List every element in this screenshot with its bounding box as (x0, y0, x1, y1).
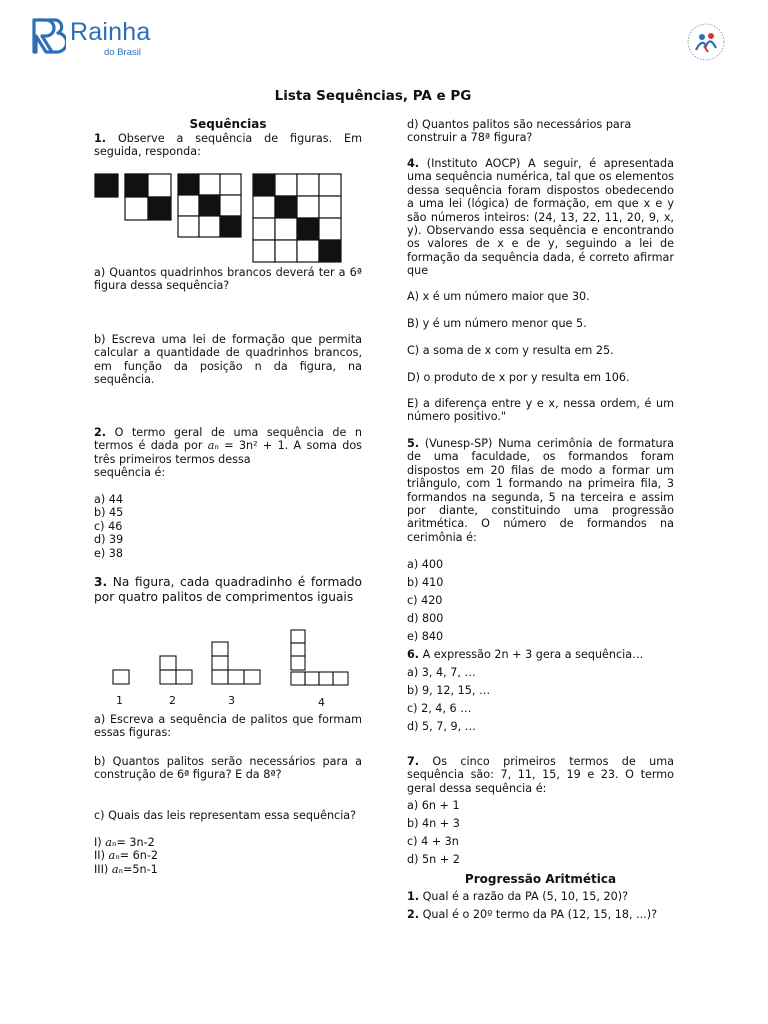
question-5-options (407, 558, 443, 643)
question-3a: a) Escreva a sequência de palitos que formam essas figuras: (94, 713, 362, 740)
option: a) 400 (407, 558, 444, 571)
option: a) 3, 4, 7, … (407, 666, 476, 679)
option: c) 46 (94, 519, 123, 533)
question-6: 6. A expressão 2n + 3 gera a sequência… (407, 648, 644, 661)
option: d) 5, 7, 9, … (407, 720, 476, 733)
option: c) 2, 4, 6 … (407, 702, 472, 715)
question-3: 3. Na figura, cada quadradinho é formado por quatro palitos de comprimentos iguais (94, 575, 362, 604)
q4-option-a: A) x é um número maior que 30. (407, 290, 590, 303)
option: a) 6n + 1 (407, 799, 460, 812)
question-6-options (407, 666, 490, 733)
question-number: 1. (94, 132, 107, 145)
figure-label: 4 (318, 696, 325, 709)
option: d) 39 (94, 533, 124, 547)
school-seal-icon (686, 22, 726, 62)
law-item: II) aₙ= 6n-2 (94, 849, 159, 863)
question-7: 7. Os cinco primeiros termos de uma sequência são: 7, 11, 15, 19 e 23. O termo geral dessa sequência é: (407, 755, 674, 795)
figure-label: 3 (228, 694, 235, 707)
q4-option-b: B) y é um número menor que 5. (407, 317, 587, 330)
math-a-n: aₙ (207, 439, 219, 453)
option: c) 420 (407, 594, 443, 607)
question-2-options (94, 493, 123, 560)
brand-name: Rainha (70, 18, 151, 46)
question-1: 1. Observe a sequência de figuras. Em seguida, responda: (94, 132, 362, 159)
q4-option-e: E) a diferença entre y e x, nessa ordem, é um número positivo." (407, 397, 674, 424)
option: d) 5n + 2 (407, 853, 460, 866)
question-3-laws (94, 836, 158, 876)
law-item: III) aₙ=5n-1 (94, 862, 158, 876)
question-2: 2. O termo geral de uma sequência de n termos é dada por aₙ = 3n² + 1. A soma dos três primeiros termos dessa sequência é: (94, 426, 362, 480)
question-1a: a) Quantos quadrinhos brancos deverá ter a 6ª figura dessa sequência? (94, 266, 362, 293)
page-title: Lista Sequências, PA e PG (274, 88, 472, 104)
pa-question-2: 2. Qual é o 20º termo da PA (12, 15, 18, ...)? (407, 908, 658, 921)
option: e) 38 (94, 546, 124, 560)
question-5: 5. (Vunesp-SP) Numa cerimônia de formatura de uma faculdade, os formandos foram dispostos em 20 filas de modo a formar um triângulo, com 1 formando na primeira fila, 3 formandos na segunda, 5 na terceira e assim por diante, constituindo uma progressão aritmética. O número de formandos na cerimônia é: (407, 437, 674, 544)
option: a) 44 (94, 493, 124, 506)
section-title-sequencias: Sequências (189, 117, 267, 131)
option: c) 4 + 3n (407, 835, 459, 848)
figure-label: 1 (116, 694, 123, 707)
option: b) 410 (407, 576, 444, 589)
brand-subtitle: do Brasil (104, 47, 141, 58)
rainha-logo-icon (30, 16, 66, 56)
question-3c: c) Quais das leis representam essa sequência? (94, 809, 357, 822)
question-3b: b) Quantos palitos serão necessários para a construção de 6ª figura? E da 8ª? (94, 755, 362, 782)
figure-matchsticks (106, 628, 362, 712)
brand-logo (30, 16, 160, 56)
option: b) 4n + 3 (407, 817, 460, 830)
option: b) 9, 12, 15, … (407, 684, 491, 697)
question-1b: b) Escreva uma lei de formação que permita calcular a quantidade de quadrinhos brancos, em função da posição n da figura, na sequência. (94, 333, 362, 387)
question-7-options (407, 799, 460, 866)
pa-question-1: 1. Qual é a razão da PA (5, 10, 15, 20)? (407, 890, 629, 903)
fig1-black-square (95, 174, 118, 197)
law-item: I) aₙ= 3n-2 (94, 836, 155, 849)
question-4: 4. (Instituto AOCP) A seguir, é apresentada uma sequência numérica, tal que os elementos dessa sequência foram dispostos obedecendo a uma lei (lógica) de formação, em que x e y são números inteiros: (24, 13, 22, 11, 20, 9, x, y). Observando essa sequência e encontrando os valores de x e de y, seguindo a lei de formação da sequência dada, é correto afirmar que (407, 157, 674, 278)
q4-option-d: D) o produto de x por y resulta em 106. (407, 371, 630, 384)
figure-sequence-squares (94, 173, 350, 265)
option: e) 840 (407, 630, 444, 643)
figure-label: 2 (169, 694, 176, 707)
q4-option-c: C) a soma de x com y resulta em 25. (407, 344, 614, 357)
option: b) 45 (94, 506, 124, 520)
section-title-pa: Progressão Aritmética (464, 872, 617, 886)
question-3d: d) Quantos palitos são necessários para construir a 78ª figura? (407, 118, 632, 145)
option: d) 800 (407, 612, 444, 625)
